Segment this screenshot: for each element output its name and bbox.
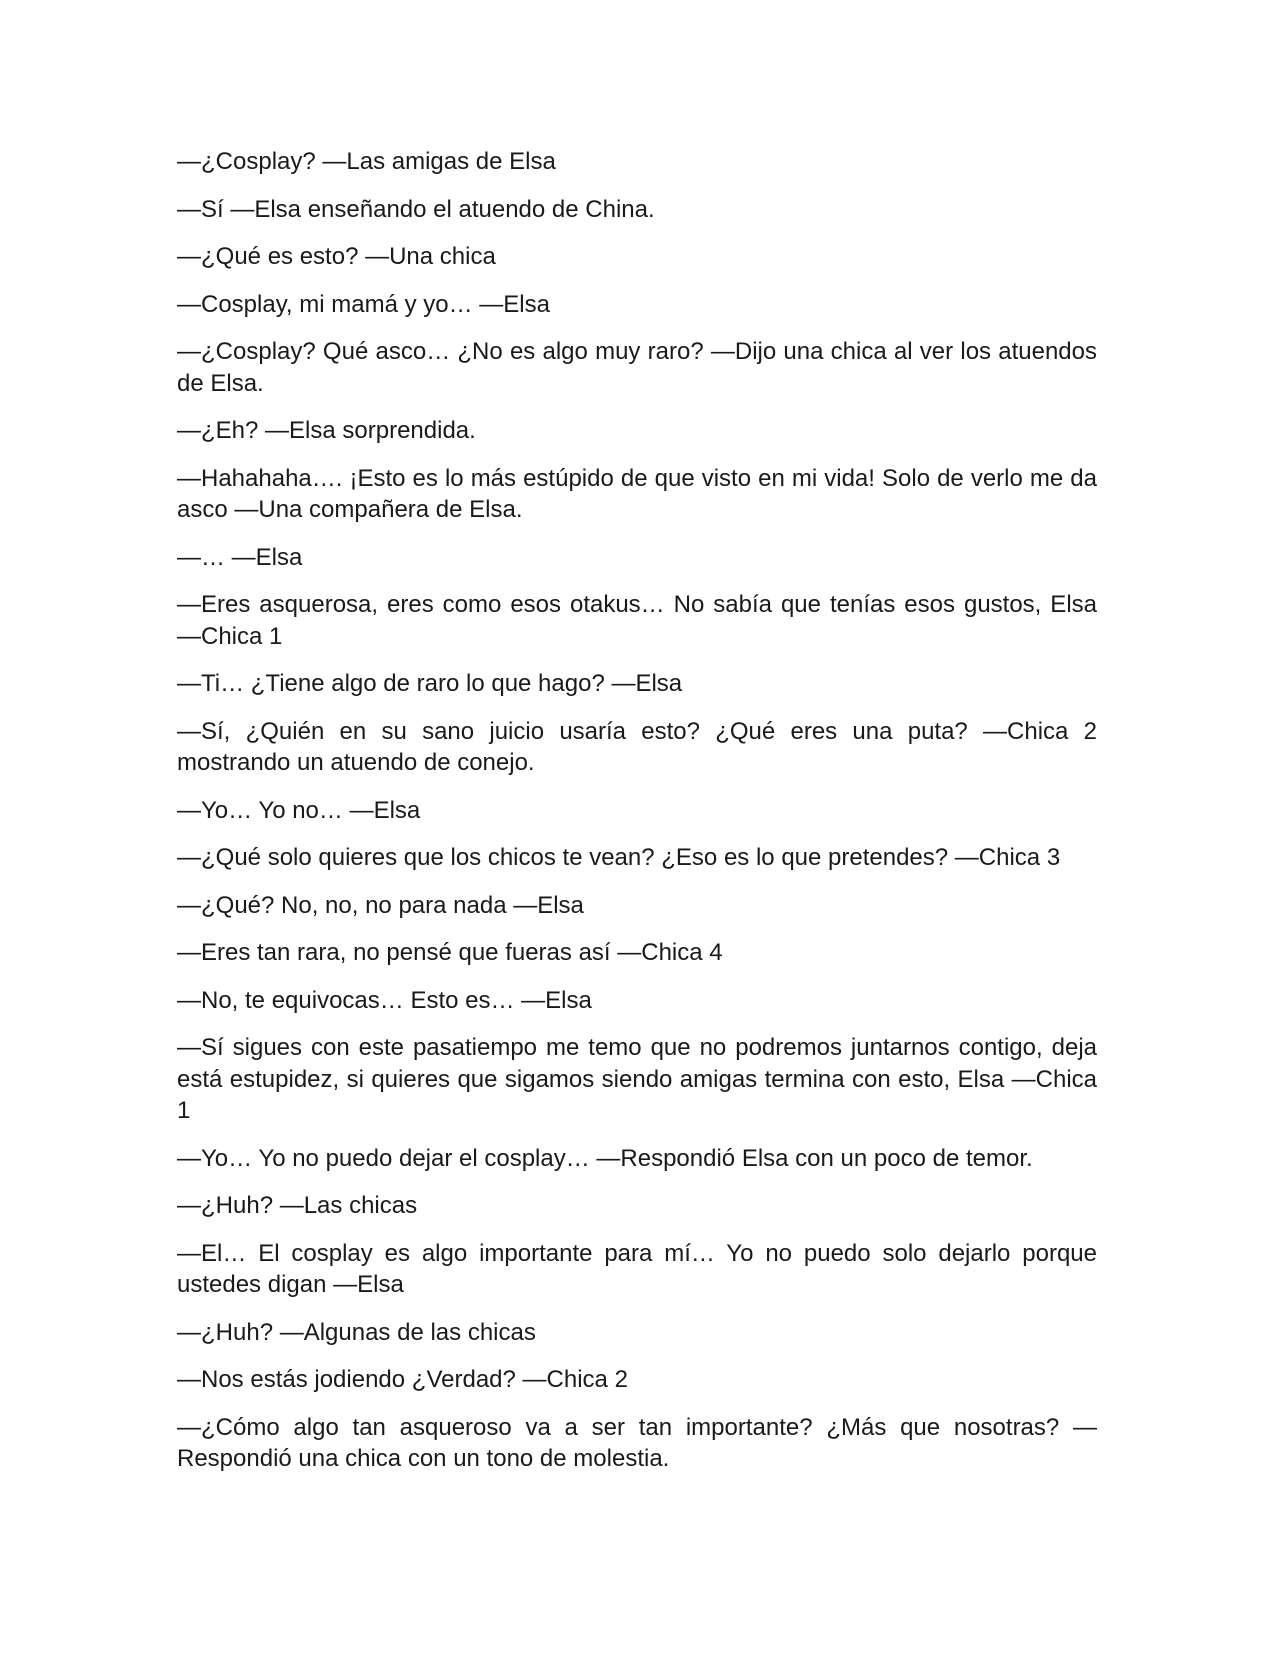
- paragraph: —Cosplay, mi mamá y yo… —Elsa: [177, 290, 550, 318]
- paragraph: —Hahahaha…. ¡Esto es lo más estúpido de que visto en mi vida! Solo de verlo me da asco —Una compañera de Elsa.: [177, 464, 1097, 523]
- paragraph: —¿Cosplay? —Las amigas de Elsa: [177, 148, 556, 175]
- paragraph: —¿Qué? No, no, no para nada —Elsa: [177, 891, 584, 919]
- paragraph: —Ti… ¿Tiene algo de raro lo que hago? —Elsa: [177, 670, 683, 697]
- paragraph: —Yo… Yo no puedo dejar el cosplay… —Respondió Elsa con un poco de temor.: [177, 1144, 1033, 1172]
- paragraph: —El… El cosplay es algo importante para mí… Yo no puedo solo dejarlo porque ustedes digan —Elsa: [177, 1239, 1097, 1298]
- paragraph: —¿Cómo algo tan asqueroso va a ser tan importante? ¿Más que nosotras? —Respondió una chica con un tono de molestia.: [177, 1413, 1097, 1472]
- paragraph: —¿Huh? —Algunas de las chicas: [177, 1318, 536, 1346]
- paragraph: —¿Huh? —Las chicas: [177, 1192, 418, 1219]
- paragraph: —¿Qué solo quieres que los chicos te vean? ¿Eso es lo que pretendes? —Chica 3: [177, 844, 1061, 871]
- paragraph: —No, te equivocas… Esto es… —Elsa: [177, 986, 592, 1014]
- paragraph: —Sí sigues con este pasatiempo me temo que no podremos juntarnos contigo, deja está estupidez, si quieres que sigamos siendo amigas termina con esto, Elsa —Chica 1: [177, 1034, 1097, 1124]
- paragraph: —Eres asquerosa, eres como esos otakus… No sabía que tenías esos gustos, Elsa —Chica 1: [177, 591, 1097, 650]
- paragraph: —… —Elsa: [177, 543, 303, 571]
- paragraph: —¿Qué es esto? —Una chica: [177, 243, 496, 270]
- paragraph: —¿Cosplay? Qué asco… ¿No es algo muy raro? —Dijo una chica al ver los atuendos de Elsa.: [177, 338, 1097, 397]
- paragraph: —Yo… Yo no… —Elsa: [177, 796, 421, 824]
- paragraph: —Eres tan rara, no pensé que fueras así —Chica 4: [177, 939, 723, 966]
- paragraph: —Sí, ¿Quién en su sano juicio usaría esto? ¿Qué eres una puta? —Chica 2 mostrando un atuendo de conejo.: [177, 717, 1097, 776]
- paragraph: —¿Eh? —Elsa sorprendida.: [177, 417, 476, 444]
- paragraph: —Nos estás jodiendo ¿Verdad? —Chica 2: [177, 1366, 628, 1393]
- paragraph: —Sí —Elsa enseñando el atuendo de China.: [177, 195, 655, 223]
- document-body: [177, 146, 1097, 1491]
